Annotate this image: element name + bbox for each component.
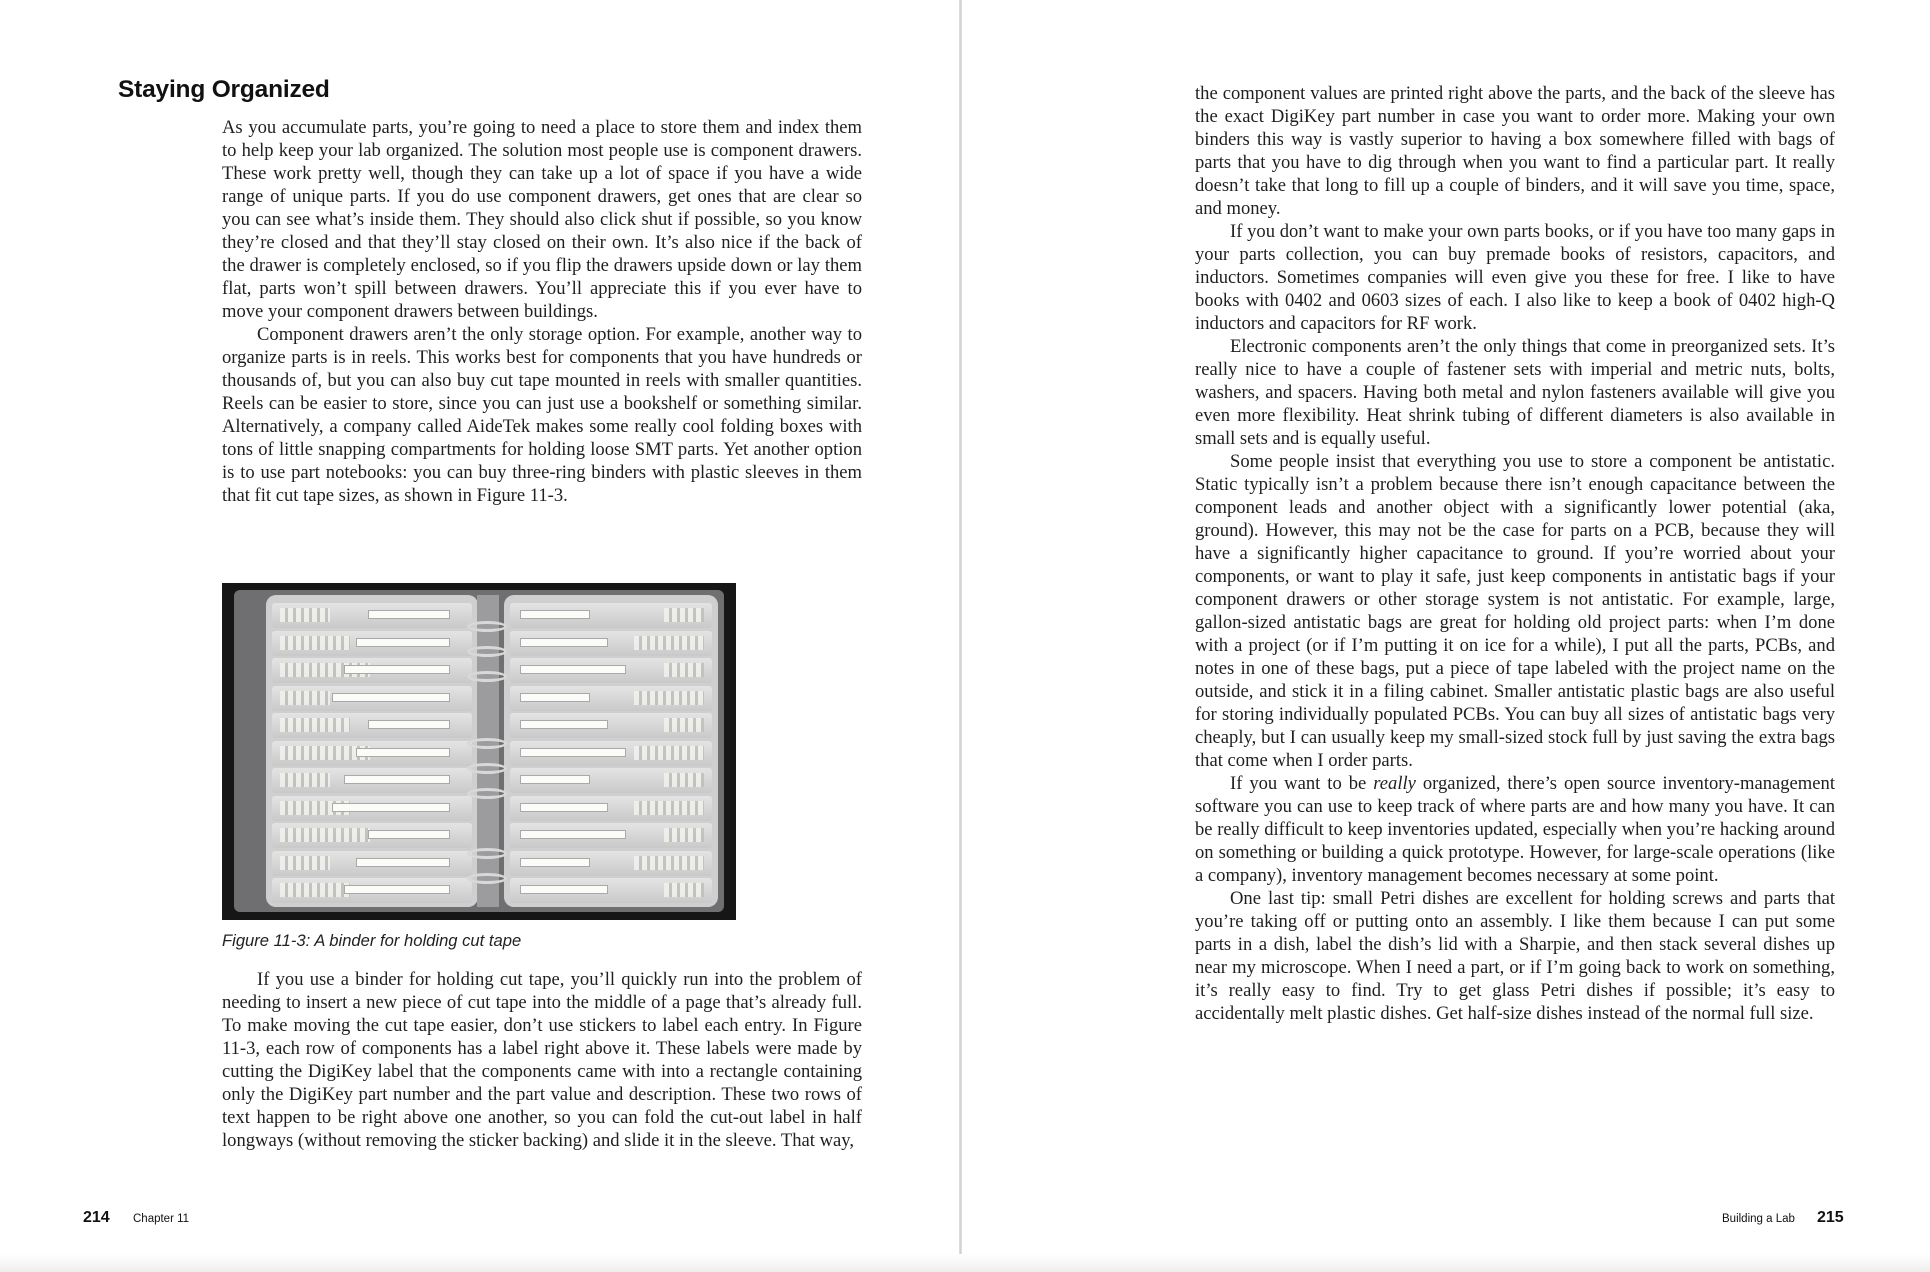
smt-parts-tape — [664, 828, 704, 842]
cut-tape-sleeve — [272, 658, 472, 683]
cut-tape-sleeve — [510, 851, 712, 876]
cut-tape-sleeve — [510, 796, 712, 821]
part-label-strip — [332, 803, 450, 812]
binder-photo — [222, 583, 736, 920]
part-label-strip — [520, 720, 608, 729]
smt-parts-tape — [664, 663, 704, 677]
part-label-strip — [356, 858, 450, 867]
cut-tape-sleeve — [510, 658, 712, 683]
cut-tape-sleeve — [272, 686, 472, 711]
page-number: 214 — [83, 1209, 110, 1226]
cut-tape-sleeve — [510, 631, 712, 656]
smt-parts-tape — [634, 746, 704, 760]
running-footer-chapter: Chapter 11 — [133, 1213, 190, 1225]
figure-caption: Figure 11-3: A binder for holding cut tape — [222, 931, 522, 950]
part-label-strip — [520, 665, 626, 674]
part-label-strip — [520, 693, 590, 702]
cut-tape-sleeve — [510, 768, 712, 793]
smt-parts-tape — [280, 856, 330, 870]
section-heading: Staying Organized — [118, 76, 330, 103]
page-number: 215 — [1817, 1209, 1844, 1226]
cut-tape-sleeve — [272, 741, 472, 766]
smt-parts-tape — [280, 691, 330, 705]
smt-parts-tape — [280, 608, 330, 622]
binder-ring — [467, 788, 507, 799]
part-label-strip — [520, 858, 590, 867]
left-body-bottom — [222, 968, 862, 1152]
body-paragraph: Some people insist that everything you use to store a component be antistatic. Static typically isn’t a problem because there isn’t enough capacitance between the component leads and another object with a significantly lower potential (aka, ground). However, this may not be the case for parts on a PCB, because they will have a significantly higher capacitance to ground. If you’re worried about your components, or want to play it safe, just keep components in antistatic bags if your component drawers or other storage system is not antistatic. For example, large, gallon-sized antistatic bags are great for holding old project parts: when I’m done with a project (or if I’m putting it on ice for a while), I put all the parts, PCBs, and notes in one of these bags, put a piece of tape labeled with the project name on the outside, and stick it in a filing cabinet. Smaller antistatic plastic bags are also useful for storing individually populated PCBs. You can buy all sizes of antistatic bags very cheaply, but I can usually keep my small-sized stock full by just saving the extra bags that come when I order parts. — [1195, 451, 1835, 771]
body-paragraph: Electronic components aren’t the only things that come in preorganized sets. It’s really nice to have a couple of fastener sets with imperial and metric nuts, bolts, washers, and spacers. Having both metal and nylon fasteners available will give you even more flexibility. Heat shrink tubing of different diameters is also available in small sets and is equally useful. — [1195, 336, 1835, 449]
running-footer-title: Building a Lab — [1722, 1213, 1795, 1225]
left-page — [0, 0, 960, 1272]
cut-tape-sleeve — [272, 631, 472, 656]
part-label-strip — [356, 748, 450, 757]
binder-ring — [467, 621, 507, 632]
cut-tape-sleeve — [272, 713, 472, 738]
binder-ring — [467, 848, 507, 859]
cut-tape-sleeve — [272, 823, 472, 848]
part-label-strip — [520, 885, 608, 894]
cut-tape-sleeve — [510, 603, 712, 628]
part-label-strip — [356, 638, 450, 647]
cut-tape-sleeve — [272, 851, 472, 876]
cut-tape-sleeve — [510, 741, 712, 766]
body-paragraph: As you accumulate parts, you’re going to need a place to store them and index them to help keep your lab organized. The solution most people use is component drawers. These work pretty well, though they can take up a lot of space if you have a wide range of unique parts. If you do use component drawers, get ones that are clear so you can see what’s inside them. They should also click shut if possible, so you know they’re closed and that they’ll stay closed on their own. It’s also nice if the back of the drawer is completely enclosed, so if you flip the drawers upside down or lay them flat, parts won’t spill between drawers. You’ll appreciate this if you ever have to move your component drawers between buildings. — [222, 117, 862, 322]
binder-ring — [467, 671, 507, 682]
binder-ring — [467, 763, 507, 774]
body-paragraph: If you use a binder for holding cut tape, you’ll quickly run into the problem of needing to insert a new piece of cut tape into the middle of a page that’s already full. To make moving the cut tape easier, don’t use stickers to label each entry. In Figure 11-3, each row of components has a label right above it. These labels were made by cutting the DigiKey label that the components came with into a rectangle containing only the DigiKey part number and the part value and description. These two rows of text happen to be right above one another, so you can fold the cut-out label in half longways (without removing the sticker backing) and slide it in the sleeve. That way, — [222, 969, 862, 1151]
cut-tape-sleeve — [510, 823, 712, 848]
smt-parts-tape — [280, 636, 350, 650]
part-label-strip — [520, 748, 626, 757]
part-label-strip — [520, 775, 590, 784]
part-label-strip — [368, 830, 450, 839]
part-label-strip — [520, 638, 608, 647]
binder-spine — [477, 595, 499, 907]
binder-right-sleeves — [504, 595, 718, 907]
smt-parts-tape — [280, 828, 370, 842]
part-label-strip — [344, 665, 450, 674]
smt-parts-tape — [280, 773, 330, 787]
part-label-strip — [520, 830, 626, 839]
emphasis-really: really — [1373, 773, 1416, 794]
smt-parts-tape — [634, 636, 704, 650]
cut-tape-sleeve — [272, 878, 472, 903]
page-bottom-shadow — [0, 1254, 1930, 1272]
part-label-strip — [332, 693, 450, 702]
cut-tape-sleeve — [272, 796, 472, 821]
binder-ring — [467, 738, 507, 749]
left-body-top — [222, 116, 862, 507]
right-body — [1195, 82, 1835, 1025]
smt-parts-tape — [664, 773, 704, 787]
binder-left-sleeves — [266, 595, 478, 907]
body-paragraph: If you want to be really organized, there’s open source inventory-management software you can use to keep track of where parts are and how many you have. It can be really difficult to keep inventories updated, especially when you’re hacking around on something or building a quick prototype. However, for large-scale operations (like a company), inventory management becomes necessary at some point. — [1195, 773, 1835, 886]
smt-parts-tape — [634, 801, 704, 815]
smt-parts-tape — [664, 718, 704, 732]
cut-tape-sleeve — [510, 878, 712, 903]
cut-tape-sleeve — [510, 713, 712, 738]
smt-parts-tape — [664, 608, 704, 622]
smt-parts-tape — [280, 883, 350, 897]
smt-parts-tape — [280, 718, 350, 732]
part-label-strip — [344, 885, 450, 894]
part-label-strip — [368, 720, 450, 729]
cut-tape-sleeve — [510, 686, 712, 711]
body-paragraph: One last tip: small Petri dishes are excellent for holding screws and parts that you’re taking off or putting onto an assembly. I like them because I can put some parts in a dish, label the dish’s lid with a Sharpie, and then stack several dishes up near my microscope. When I need a part, or if I’m going back to work on something, it’s really easy to find. Try to get glass Petri dishes if possible; it’s easy to accidentally melt plastic dishes. Get half-size dishes instead of the normal full size. — [1195, 888, 1835, 1024]
part-label-strip — [368, 610, 450, 619]
body-paragraph: the component values are printed right above the parts, and the back of the sleeve has the exact DigiKey part number in case you want to order more. Making your own binders this way is vastly superior to having a box somewhere filled with bags of parts that you have to dig through when you want to find a particular part. It really doesn’t take that long to fill up a couple of binders, and it will save you time, space, and money. — [1195, 83, 1835, 219]
part-label-strip — [520, 610, 590, 619]
part-label-strip — [344, 775, 450, 784]
binder-ring — [467, 646, 507, 657]
smt-parts-tape — [634, 691, 704, 705]
body-paragraph: If you don’t want to make your own parts books, or if you have too many gaps in your parts collection, you can buy premade books of resistors, capacitors, and inductors. Sometimes companies will even give you these for free. I like to have books with 0402 and 0603 sizes of each. I also like to keep a book of 0402 high-Q inductors and capacitors for RF work. — [1195, 221, 1835, 334]
cut-tape-sleeve — [272, 603, 472, 628]
body-paragraph: Component drawers aren’t the only storage option. For example, another way to organize parts is in reels. This works best for components that you have hundreds or thousands of, but you can also buy cut tape mounted in reels with smaller quantities. Reels can be easier to store, since you can just use a bookshelf or something similar. Alternatively, a company called AideTek makes some really cool folding boxes with tons of little snapping compartments for holding loose SMT parts. Yet another option is to use part notebooks: you can buy three-ring binders with plastic sleeves in them that fit cut tape sizes, as shown in Figure 11-3. — [222, 324, 862, 506]
binder-ring — [467, 873, 507, 884]
cut-tape-sleeve — [272, 768, 472, 793]
smt-parts-tape — [634, 856, 704, 870]
part-label-strip — [520, 803, 608, 812]
smt-parts-tape — [664, 883, 704, 897]
